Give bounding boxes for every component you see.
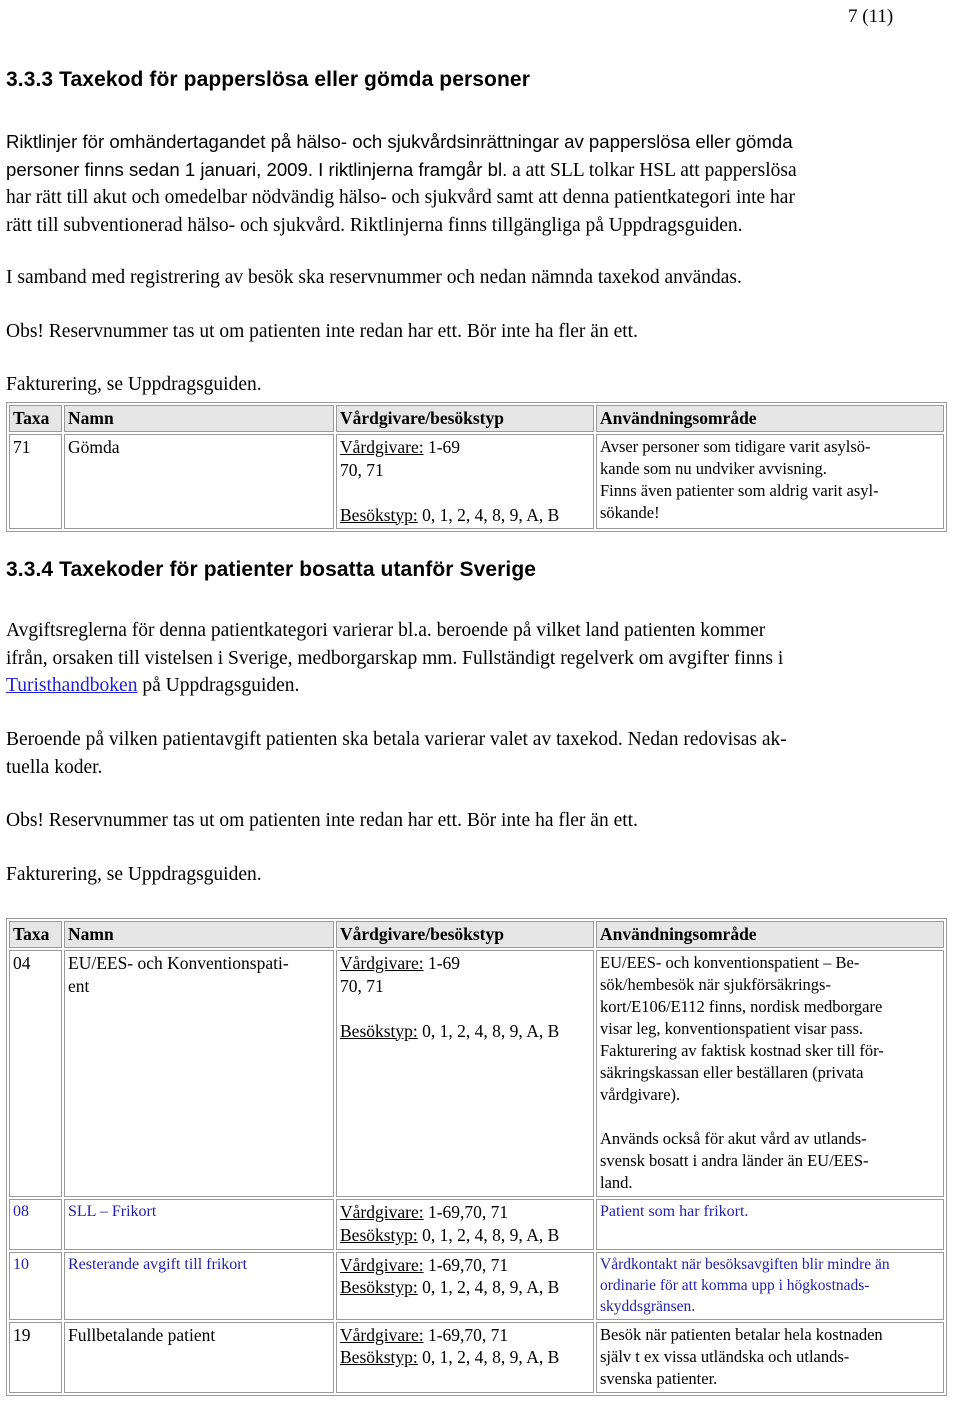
anv-line: EU/EES- och konventionspatient – Be- — [600, 953, 860, 972]
vardgivare-label: Vårdgivare: — [340, 1254, 424, 1275]
vardgivare-value: 1-69,70, 71 — [423, 1202, 509, 1222]
vardgivare-value: 1-69 — [423, 953, 461, 973]
taxekod-table-gomda — [6, 402, 947, 532]
cell-anvandning: Patient som har frikort. — [596, 1199, 944, 1250]
table-row — [9, 1252, 944, 1320]
intro-text: a att SLL tolkar HSL att papperslösa — [507, 159, 797, 181]
col-header-vardgivare: Vårdgivare/besökstyp — [336, 405, 594, 432]
anv-line: Besök när patienten betalar hela kostnaden — [600, 1324, 883, 1344]
besokstyp-value: 0, 1, 2, 4, 8, 9, A, B — [417, 1020, 560, 1041]
samband-text: I samband med registrering av besök ska reservnummer och nedan nämnda taxekod användas. — [6, 267, 742, 288]
obs-label: Obs! — [6, 321, 44, 342]
turisthandboken-link[interactable]: Turisthandboken — [6, 675, 138, 696]
table-header-row — [9, 921, 944, 948]
besokstyp-value: 0, 1, 2, 4, 8, 9, A, B — [417, 1347, 560, 1368]
besokstyp-label: Besökstyp: — [340, 1347, 418, 1368]
col-header-taxa: Taxa — [9, 921, 62, 948]
cell-vardgivare — [336, 1322, 594, 1393]
vardgivare-value: 1-69,70, 71 — [423, 1324, 509, 1345]
vardgivare-line2: 70, 71 — [340, 459, 384, 480]
anv-line: kande som nu undviker avvisning. — [600, 459, 827, 478]
besokstyp-label: Besökstyp: — [340, 504, 418, 525]
para-line: Avgiftsreglerna för denna patientkategori varierar bl.a. beroende på vilket land patienten kommer — [6, 620, 766, 641]
cell-taxa: 19 — [9, 1322, 62, 1393]
col-header-anvandning: Användningsområde — [596, 921, 944, 948]
cell-vardgivare — [336, 434, 594, 529]
cell-taxa: 04 — [9, 950, 62, 1197]
besokstyp-label: Besökstyp: — [340, 1020, 418, 1041]
table-row — [9, 950, 944, 1197]
cell-taxa: 10 — [9, 1252, 62, 1320]
cell-vardgivare — [336, 1199, 594, 1250]
intro-paragraph — [6, 128, 960, 239]
intro-text: personer finns sedan 1 januari, 2009. I riktlinjerna framgår bl. — [6, 158, 508, 180]
intro-text: Riktlinjerna finns tillgängliga på Uppdragsguiden. — [345, 214, 743, 236]
page-number: 7 (11) — [848, 6, 894, 27]
col-header-vardgivare: Vårdgivare/besökstyp — [336, 921, 594, 948]
anv-line: svensk bosatt i andra länder än EU/EES- — [600, 1151, 869, 1170]
table-header-row — [9, 405, 944, 432]
cell-anvandning — [596, 1252, 944, 1320]
namn-line: EU/EES- och Konventionspati- — [68, 953, 289, 973]
anv-line: Används också för akut vård av utlands- — [600, 1129, 867, 1148]
obs-label: Obs! — [6, 810, 44, 831]
anv-line: Avser personer som tidigare varit asylsö- — [600, 437, 871, 456]
cell-taxa: 71 — [9, 434, 62, 529]
fakturering-note-2: Fakturering, se Uppdragsguiden. — [6, 864, 262, 885]
col-header-namn: Namn — [64, 405, 334, 432]
vardgivare-label: Vårdgivare: — [340, 437, 424, 457]
obs-text: Reservnummer tas ut om patienten inte redan har ett. Bör inte ha fler än ett. — [43, 321, 638, 342]
section-heading-3-3-4: 3.3.4 Taxekoder för patienter bosatta utanför Sverige — [6, 558, 537, 581]
intro-line: Riktlinjer för omhändertagandet på hälso- och sjukvårdsinrättningar av papperslösa eller gömda — [6, 131, 793, 152]
namn-line: ent — [68, 975, 90, 996]
cell-vardgivare — [336, 1252, 594, 1320]
obs-note-2 — [6, 807, 960, 835]
vardgivare-label: Vårdgivare: — [340, 1324, 424, 1345]
cell-anvandning — [596, 1322, 944, 1393]
besokstyp-value: 0, 1, 2, 4, 8, 9, A, B — [417, 1224, 560, 1245]
section-heading-3-3-3: 3.3.3 Taxekod för papperslösa eller gömda personer — [6, 68, 530, 91]
anv-line: säkringskassan eller beställaren (privata — [600, 1063, 864, 1082]
vardgivare-line2: 70, 71 — [340, 975, 384, 996]
patientavgift-paragraph — [6, 726, 960, 781]
besokstyp-label: Besökstyp: — [340, 1277, 418, 1298]
col-header-namn: Namn — [64, 921, 334, 948]
cell-namn: Resterande avgift till frikort — [64, 1252, 334, 1320]
obs-text: Reservnummer tas ut om patienten inte redan har ett. Bör inte ha fler än ett. — [43, 810, 638, 831]
anv-line: visar leg, konventionspatient visar pass. — [600, 1019, 864, 1038]
anv-line: land. — [600, 1173, 633, 1192]
para-text: på Uppdragsguiden. — [137, 675, 300, 696]
fakturering-note: Fakturering, se Uppdragsguiden. — [6, 374, 262, 395]
taxekod-table-utland — [6, 918, 947, 1396]
col-header-anvandning: Användningsområde — [596, 405, 944, 432]
anv-line: själv t ex vissa utländska och utlands- — [600, 1346, 850, 1366]
cell-vardgivare — [336, 950, 594, 1197]
para-line: ifrån, orsaken till vistelsen i Sverige, medborgarskap mm. Fullständigt regelverk om avgifter finns i — [6, 647, 784, 669]
anv-line: ordinarie för att komma upp i högkostnads- — [600, 1276, 870, 1294]
vardgivare-value: 1-69 — [423, 437, 461, 457]
avgiftsregler-paragraph — [6, 617, 960, 700]
cell-namn: Gömda — [64, 434, 334, 529]
besokstyp-value: 0, 1, 2, 4, 8, 9, A, B — [417, 504, 560, 525]
cell-namn: SLL – Frikort — [64, 1199, 334, 1250]
intro-line: har rätt till akut och omedelbar nödvändig hälso- och sjukvård samt att denna patientkategori inte har — [6, 187, 795, 208]
cell-namn — [64, 950, 334, 1197]
col-header-taxa: Taxa — [9, 405, 62, 432]
anv-line: vårdgivare). — [600, 1085, 681, 1104]
anv-line: sökande! — [600, 503, 660, 522]
anv-line: Finns även patienter som aldrig varit asyl- — [600, 481, 879, 500]
cell-anvandning — [596, 950, 944, 1197]
anv-line: skyddsgränsen. — [600, 1297, 696, 1315]
table-row — [9, 434, 944, 529]
vardgivare-value: 1-69,70, 71 — [423, 1254, 509, 1275]
anv-line: kort/E106/E112 finns, nordisk medborgare — [600, 997, 883, 1016]
besokstyp-value: 0, 1, 2, 4, 8, 9, A, B — [417, 1277, 560, 1298]
table-row — [9, 1199, 944, 1250]
cell-taxa: 08 — [9, 1199, 62, 1250]
intro-line — [6, 156, 960, 185]
vardgivare-label: Vårdgivare: — [340, 953, 424, 973]
vardgivare-label: Vårdgivare: — [340, 1202, 424, 1222]
anv-line: sök/hembesök när sjukförsäkrings- — [600, 975, 831, 994]
para-line: tuella koder. — [6, 756, 103, 778]
anv-line: Vårdkontakt när besöksavgiften blir mindre än — [600, 1255, 890, 1273]
intro-line — [6, 212, 960, 240]
besokstyp-label: Besökstyp: — [340, 1224, 418, 1245]
obs-note — [6, 318, 960, 346]
anv-line: svenska patienter. — [600, 1368, 718, 1388]
para-line — [6, 672, 960, 700]
para-line: Beroende på vilken patientavgift patienten ska betala varierar valet av taxekod. Nedan redovisas ak- — [6, 729, 787, 750]
cell-namn: Fullbetalande patient — [64, 1322, 334, 1393]
cell-anvandning — [596, 434, 944, 529]
table-row — [9, 1322, 944, 1393]
intro-text: rätt till subventionerad hälso- och sjukvård. — [6, 214, 346, 236]
anv-line: Fakturering av faktisk kostnad sker till för- — [600, 1041, 884, 1060]
